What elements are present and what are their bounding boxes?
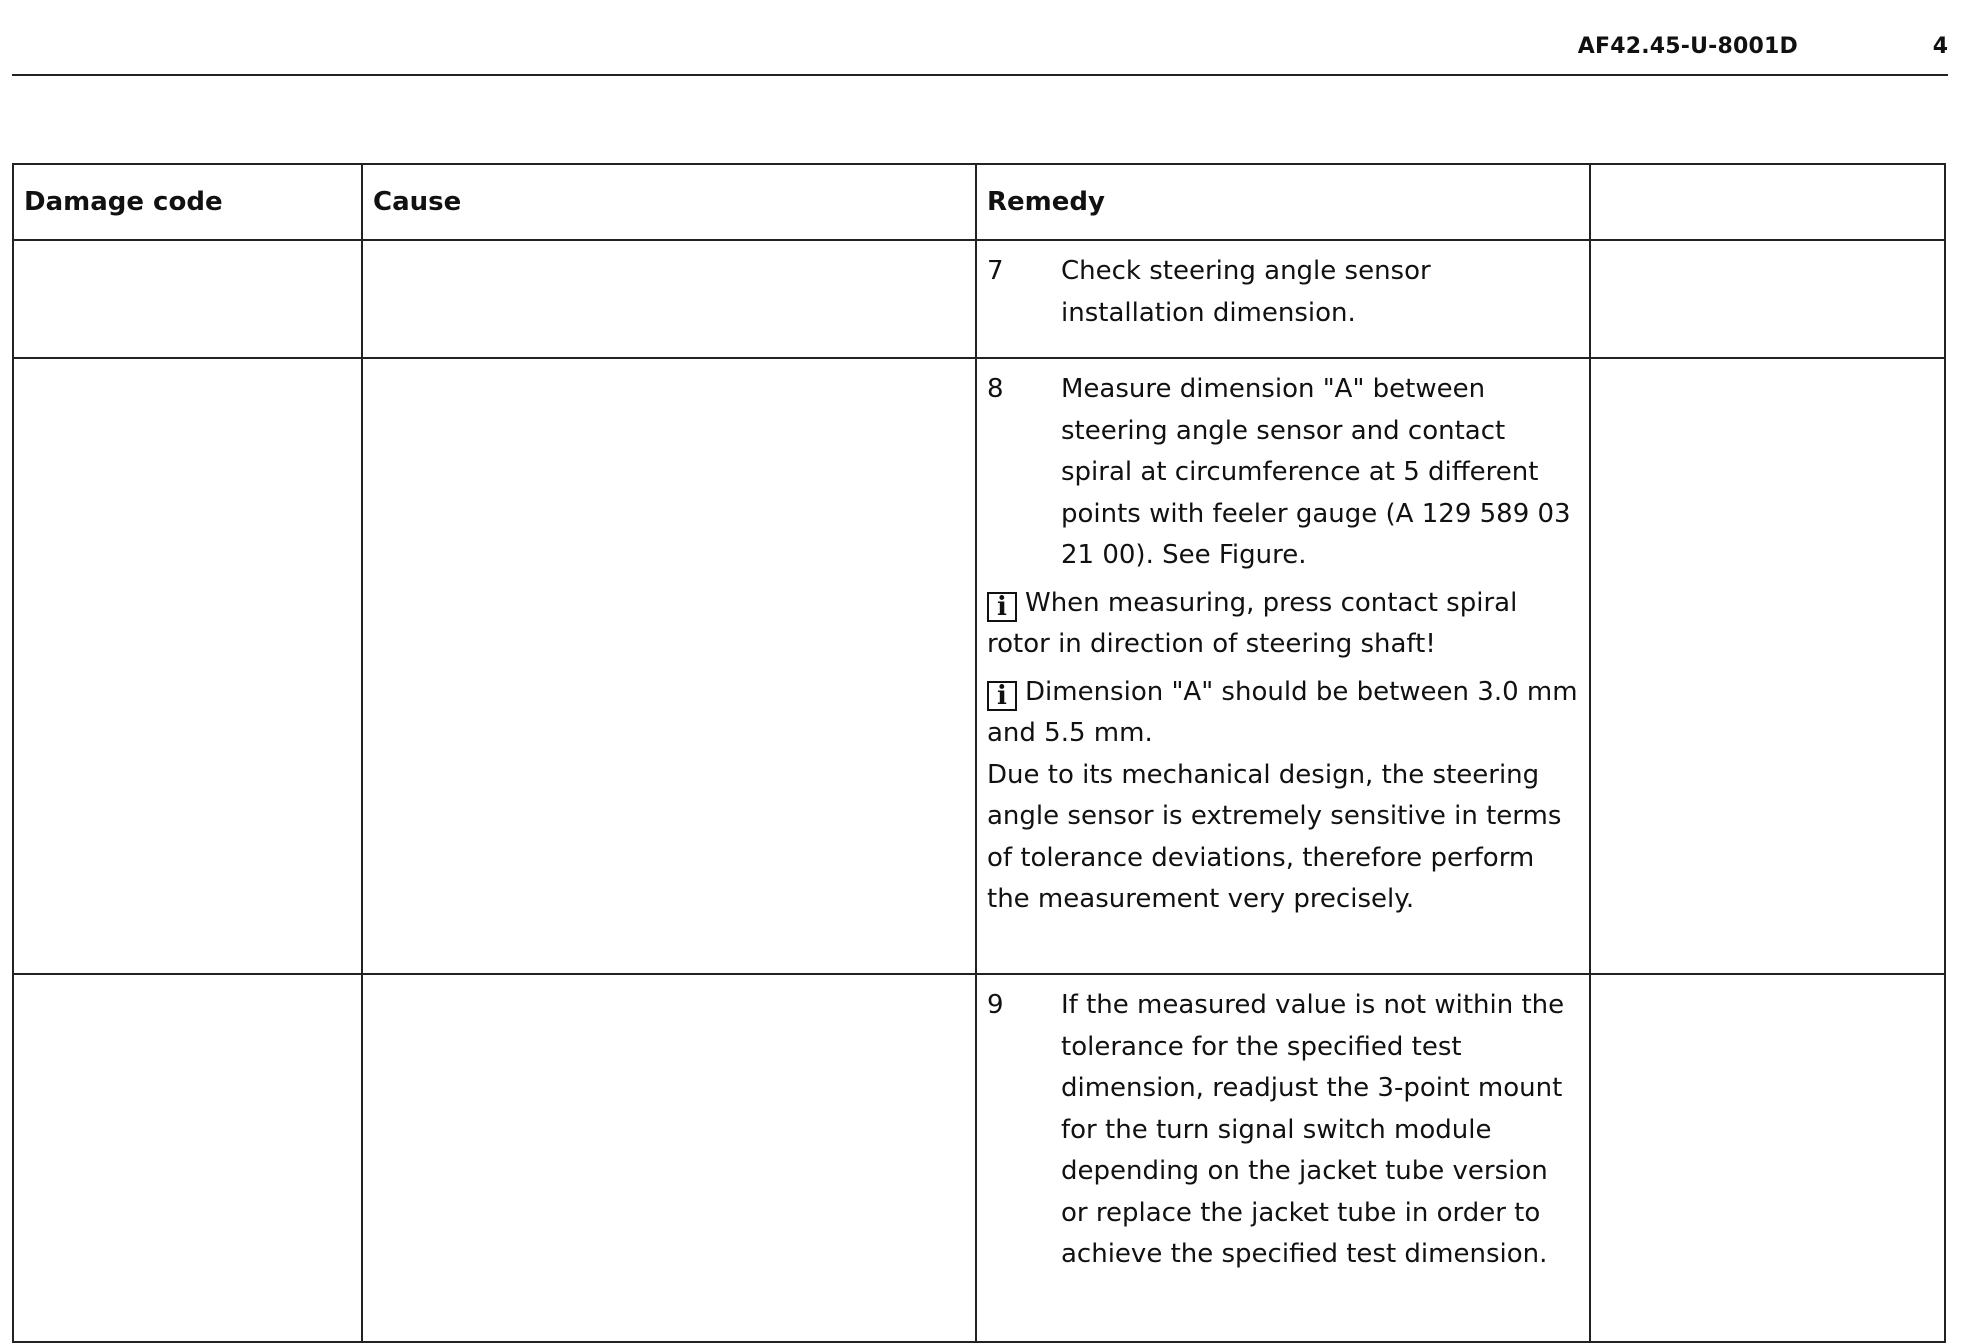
table-row bbox=[13, 358, 1945, 974]
step-text: Measure dimension "A" between steering angle sensor and contact spiral at circumference at 5 different points with feeler gauge (A 129 589 03 21 00). See Figure. bbox=[1061, 374, 1571, 570]
page-header bbox=[12, 24, 1948, 76]
page-number: 4 bbox=[1932, 34, 1948, 59]
info-note bbox=[987, 583, 1579, 666]
column-header-damage-code: Damage code bbox=[13, 164, 362, 240]
damage-code-cell bbox=[13, 358, 362, 974]
step-number: 8 bbox=[987, 374, 1004, 404]
step-number: 9 bbox=[987, 990, 1004, 1020]
cause-cell bbox=[362, 974, 976, 1342]
remedy-paragraph: Due to its mechanical design, the steering angle sensor is extremely sensitive in terms of tolerance deviations, therefore perform the measurement very precisely. bbox=[987, 759, 1562, 914]
extra-cell bbox=[1590, 974, 1945, 1342]
note-text: Dimension "A" should be between 3.0 mm and 5.5 mm. bbox=[987, 676, 1578, 748]
damage-remedy-table bbox=[12, 163, 1946, 1343]
info-note bbox=[987, 672, 1579, 755]
cause-cell bbox=[362, 240, 976, 358]
info-icon: i bbox=[987, 681, 1017, 711]
remedy-cell bbox=[976, 240, 1590, 358]
remedy-cell bbox=[976, 358, 1590, 974]
document-id: AF42.45-U-8001D bbox=[1577, 34, 1798, 59]
cause-cell bbox=[362, 358, 976, 974]
column-header-blank bbox=[1590, 164, 1945, 240]
note-text: When measuring, press contact spiral rotor in direction of steering shaft! bbox=[987, 587, 1518, 659]
damage-code-cell bbox=[13, 240, 362, 358]
extra-cell bbox=[1590, 240, 1945, 358]
remedy-step bbox=[987, 369, 1579, 577]
table-header-row bbox=[13, 164, 1945, 240]
table-row bbox=[13, 974, 1945, 1342]
info-icon: i bbox=[987, 592, 1017, 622]
damage-code-cell bbox=[13, 974, 362, 1342]
step-text: Check steering angle sensor installation dimension. bbox=[1061, 256, 1431, 328]
table-row bbox=[13, 240, 1945, 358]
column-header-remedy: Remedy bbox=[976, 164, 1590, 240]
step-text: If the measured value is not within the tolerance for the specified test dimension, readjust the 3-point mount for the turn signal switch module depending on the jacket tube version or replace the jacket tube in order to achieve the specified test dimension. bbox=[1061, 990, 1565, 1269]
remedy-step bbox=[987, 985, 1579, 1276]
extra-cell bbox=[1590, 358, 1945, 974]
remedy-step bbox=[987, 251, 1579, 334]
step-number: 7 bbox=[987, 256, 1004, 286]
column-header-cause: Cause bbox=[362, 164, 976, 240]
remedy-cell bbox=[976, 974, 1590, 1342]
